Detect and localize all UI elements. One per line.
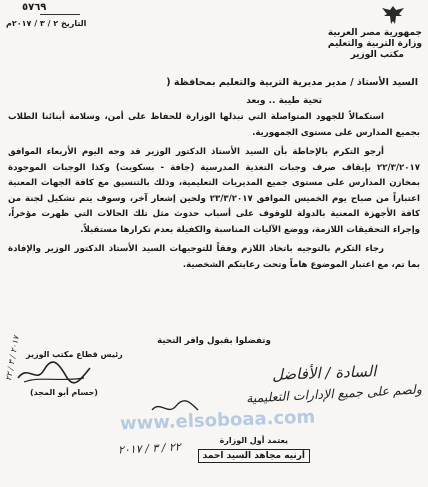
signature-scribble-icon (14, 360, 94, 386)
handwritten-date: ٢٢ / ٣ / ٢٠١٧ (117, 440, 182, 457)
header-line-office: مكتب الوزير (350, 50, 404, 60)
header-line-country: جمهورية مصر العربية (327, 28, 422, 38)
handwritten-line-1: السادة / الأفاضل (271, 362, 377, 384)
eagle-emblem-icon (380, 4, 406, 26)
signature-name: (حسام أبو المجد) (30, 388, 98, 397)
stamp-name-box: أرنيه مجاهد السيد احمد (198, 449, 310, 463)
letter-body (8, 110, 420, 277)
serial-number: ٥٧٦٩ (22, 2, 47, 13)
body-paragraph-1 (8, 110, 420, 141)
closing-line: وتفضلوا بقبول وافر التحية (157, 336, 271, 346)
document-date: التاريخ ٢ / ٣ / ٢٠١٧م (6, 19, 87, 28)
signature-title: رئيس قطاع مكتب الوزير (26, 350, 123, 359)
header-line-ministry: وزارة التربية والتعليم (327, 39, 422, 49)
ministry-header (328, 28, 422, 61)
handwritten-line-2: ولصم على جميع الإدارات التعليمية (245, 381, 423, 406)
greeting: تحية طيبة .. وبعد (246, 96, 322, 106)
body-paragraph-3-text: رجاء التكرم بالتوجيه باتخاذ اللازم وفقاً للتوجيهات السيد الأستاذ الدكتور الوزير والإفادة بما تم، مع اعتبار الموضوع هاماً وتحت رعايتكم الشخصية. (8, 244, 420, 270)
addressee-line: السيد الأستاذ / مدير مديرية التربية والتعليم بمحافظة ( (166, 77, 418, 88)
handwritten-side-date: ٢٠١٧ / ٣ / ٢٢ (4, 335, 21, 382)
body-paragraph-2 (8, 145, 420, 238)
body-paragraph-2-text: أرجو التكرم بالإحاطة بأن السيد الأستاذ الدكتور الوزير قد وجه اليوم الأربعاء الموافق ٢٢/٣/٢٠١٧ بإيقاف صرف وجبات التغذية المدرسية (جافة - بسكويت) وكذا الوجبات الموجودة بمخازن المدارس على مستوى جميع المديريات التعليمية، وذلك بالتنسيق مع كافة الجهات المعنية اعتباراً من صباح يوم الخميس الموافق ٢٣/٣/٢٠١٧ ولحين إشعار آخر، وسوف يتم تشكيل لجنة من كافة الأجهزة المعنية بالدولة للوقوف على أسباب حدوث مثل تلك الحالات التي ظهرت مؤخراً، وإجراء التحقيقات اللازمة، ووضع الآليات المناسبة والكفيلة بعدم تكرارها مستقبلاً. (8, 147, 420, 235)
stamp-caption: يعتمد أول الوزارة (219, 436, 288, 445)
site-watermark: www.elsoboaa.com (119, 406, 316, 435)
serial-underline (40, 14, 80, 15)
body-paragraph-3 (8, 242, 420, 273)
body-paragraph-1-text: استكمالاً للجهود المتواصلة التي تبذلها الوزارة للحفاظ على أمن، وسلامة أبنائنا الطلاب بجميع المدارس على مستوى الجمهورية. (8, 112, 420, 138)
